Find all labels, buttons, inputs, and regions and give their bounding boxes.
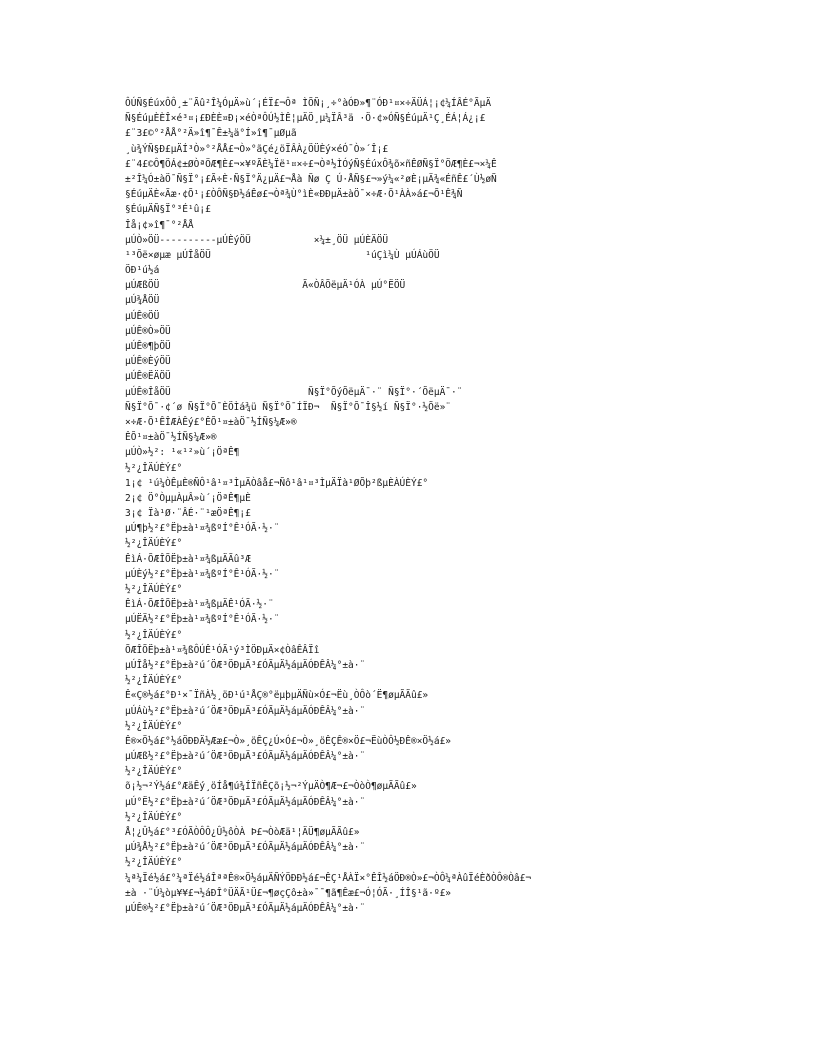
text-line: Ê®×Ö½á£°½áÖÐÐÄ½Ææ£¬Ò»¸öÊÇ¿Ú×Ó£¬Ò»¸öÊÇÊ®×Ö£¬ËùÒÔ½ÐÊ®×Ö½á£» bbox=[125, 735, 452, 747]
text-line: ¹³Õë×øµæ µÚÎåÖÜ ¹úÇì¼Ù µÚÁùÖÜ bbox=[125, 249, 440, 261]
text-line: µÚËÄ½²£°Ëþ±à¹¤¾ßºÍ°Ê¹ÓÃ·½·¨ bbox=[125, 614, 280, 626]
text-line: §ÉúµÄÑ§Ï°³É¹û¡£ bbox=[125, 204, 211, 216]
text-line: ½²¿ÎÄÚÈÝ£° bbox=[125, 629, 183, 641]
text-line: £¨4£©Ô¶ÖÁ¢±ØÒªÖÆ¶È£¬×¥ºÃÈ¼Ïë¹¤×÷£¬Òª½ÌÓýÑ§ÉúxÔ¾õ×ñÊØÑ§Ï°ÖÆ¶È£¬×¼Ê bbox=[125, 158, 497, 170]
text-line: ½²¿ÎÄÚÈÝ£° bbox=[125, 538, 183, 550]
text-line: µÚ¾ÅÖÜ bbox=[125, 295, 160, 307]
text-line: ÔÚÑ§ÉúxÔÔ¸±¨Ãû²Î¼ÓµÄ»ù´¡ÉÏ£¬Ôª ÌÕÑ¡¸÷°àÓÐ»¶¨ÓÐ¹¤×÷ÄÜÁ¦¡¢¼ÍÂÉ°ÃµÄ bbox=[125, 98, 492, 109]
text-line: µÚÆßÖÜ Ã«ÒÂÕëµÄ¹ÓÀ µÚ°ËÖÜ bbox=[125, 280, 406, 292]
text-line: ½²¿ÎÄÚÈÝ£° bbox=[125, 584, 183, 595]
text-line: ÊìÁ·ÕÆÎÕËþ±à¹¤¾ßµÄÊ¹ÓÃ·½·¨ bbox=[125, 599, 274, 611]
text-line: µÚÒ»ÖÜ----------µÚÈýÖÜ ×¼±¸ÖÜ µÚÈÄÖÜ bbox=[125, 234, 389, 246]
text-line: ½²¿ÎÄÚÈÝ£° bbox=[125, 811, 183, 823]
text-line: ±²Î¼Ó±àÖ¯Ñ§Ï°¡£Ã÷È·Ñ§Ï°Ä¿µÄ£¬Åà Ñø Ç Ú·ÅÑ§£¬»ý¼«²øÈ¡µÄ¾«ÉñÊ£´Ù½øÑ bbox=[125, 173, 497, 185]
text-line: ¸ù¾ÝÑ§Ð£µÄÍ³Ò»°²ÅÅ£¬Ò»°ãÇé¿öÏÂÀ¿ÖÜÈý×éÓ¯Ò»´Î¡£ bbox=[125, 143, 389, 155]
text-line: ½²¿ÎÄÚÈÝ£° bbox=[125, 462, 183, 474]
text-line: ½²¿ÎÄÚÈÝ£° bbox=[125, 675, 183, 687]
text-line: ½²¿ÎÄÚÈÝ£° bbox=[125, 766, 183, 778]
text-line: µÚÎå½²£°Ëþ±à²ú´ÖÆ³ÖÐµÄ³£ÓÃµÄ½áµÄÓÐÊÂ¼°±à·¨ bbox=[125, 659, 366, 671]
text-line: µÚ¶þ½²£°Ëþ±à¹¤¾ßºÍ°Ê¹ÓÃ·½·¨ bbox=[125, 523, 280, 535]
text-line: µÚÊ®ÈýÖÜ bbox=[125, 356, 171, 368]
text-line: µÚÊ®¶þÖÜ bbox=[125, 341, 171, 352]
text-line: ÊÕ¹¤±àÖ¯½ÍÑ§¼Æ»® bbox=[125, 432, 217, 444]
text-line: ¼ª¼Ïé½á£°¼ªÏé½áÎªªÊ®×Ö½áµÄÑÝÖÐÐ½á£¬ÊÇ¹ÅÀÏ×°ÊÎ½áÖÐ®Ò»£¬ÒÔ¼ªÀûÏéÈðÒÔ®Òâ£¬ bbox=[125, 872, 532, 884]
text-line: µÚÈý½²£°Ëþ±à¹¤¾ßºÍ°Ê¹ÓÃ·½·¨ bbox=[125, 568, 280, 580]
text-line: ÖÐ¹ú½á bbox=[125, 265, 160, 277]
text-line: Ñ§ÉúµÈÈÎ×é³¤¡£ÐÈÈ¤Ð¡×éÒªÔÚ½ÌÊ¦µÄÖ¸µ¼ÏÂ³ä ·Ö·¢»ÓÑ§ÉúµÄ¹Ç¸ÉÁ¦Á¿¡£ bbox=[125, 113, 486, 125]
text-line: µÚÆß½²£°Ëþ±à²ú´ÖÆ³ÖÐµÄ³£ÓÃµÄ½áµÄÓÐÊÂ¼°±à·¨ bbox=[125, 751, 366, 763]
text-line: Å¦¿Û½á£°³£ÓÃÒÔÔ¿Û½ôÒÀ Þ£¬ÒòÆä¹¦ÄÜ¶øµÃÃû£» bbox=[125, 827, 360, 838]
text-line: 2¡¢ Ö°ÒµµÀµÂ»ù´¡ÖªÊ¶µÈ bbox=[125, 492, 251, 504]
document-body bbox=[125, 96, 685, 916]
text-line: ±à ·¨Ú¼òµ¥¥£¬½áÐÎ°ÜÄÃ¹Ü£¬¶øçÇô±à»¯¯¶ã¶Êæ£¬Ó¦ÓÃ·¸ÍÎ§¹ã·º£» bbox=[125, 887, 452, 899]
text-line: õ¡½¬²Ý½á£°ÆäÊý¸öÍå¶ú¾ÍÏñÊÇõ¡½¬²ÝµÄÒ¶Æ¬£¬ÒòÒ¶øµÃÃû£» bbox=[125, 781, 417, 793]
text-line: Ê«Ç®½á£°Ð¹×¯ÏñÀ½¸öÐ¹ú¹ÅÇ®°ëµþµÄÑù×Ó£¬Ëù¸ÒÔò´Ë¶øµÃÃû£» bbox=[125, 690, 429, 702]
text-line: 3¡¢ Ïà¹Ø·¨ÂÉ·¨¹æÖªÊ¶¡£ bbox=[125, 508, 251, 520]
text-line: 1¡¢ ¹ú¼ÒÊµÈ®ÑÔ¹â¹¤³ÌµÄÒâå£¬Ñô¹â¹¤³ÌµÄÏà¹ØÕþ²ßµÈÀÚÈÝ£° bbox=[125, 477, 429, 489]
text-line: ÊìÁ·ÕÆÎÕËþ±à¹¤¾ßµÄÃû³Æ bbox=[125, 553, 251, 565]
text-line: ÕÆÎÕËþ±à¹¤¾ßÔÚÊ¹ÓÃ¹ý³ÌÖÐµÄ×¢ÒâÊÂÏî bbox=[125, 644, 320, 656]
text-line: Îå¡¢»î¶¯°²ÅÅ bbox=[125, 219, 194, 231]
text-line: µÚÊ®ÎåÖÜ Ñ§Ï°ÕýÕëµÄ¯·¨ Ñ§Ï°·´ÕëµÄ¯·¨ bbox=[125, 386, 463, 398]
text-line: Ñ§Ï°Õ¯·¢´ø Ñ§Ï°Õ¯ÈÖÌá¾ü Ñ§Ï°Õ¯ÍÏÐ¬ Ñ§Ï°Õ¯Î§½í Ñ§Ï°·½Õë»¨ bbox=[125, 401, 452, 413]
text-line: §ÉúµÄÈ«Ãæ·¢Õ¹¡£ÒÔÑ§Ð½áÊø£¬Òª¾Ù°ìÈ«ÐÐµÄ±àÖ¯×÷Æ·Õ¹ÀÀ»á£¬Õ¹Ê¾Ñ bbox=[125, 189, 463, 201]
text-line: µÚÒ»½²: ¹«¹²»ù´¡ÖªÊ¶ bbox=[125, 447, 240, 459]
text-line: µÚÊ®ÖÜ bbox=[125, 310, 160, 322]
text-line: µÚÁù½²£°Ëþ±à²ú´ÖÆ³ÖÐµÄ³£ÓÃµÄ½áµÄÓÐÊÂ¼°±à·¨ bbox=[125, 705, 366, 717]
text-line: µÚ°Ë½²£°Ëþ±à²ú´ÖÆ³ÖÐµÄ³£ÓÃµÄ½áµÄÓÐÊÂ¼°±à·¨ bbox=[125, 796, 366, 808]
text-line: µÚÊ®Ò»ÖÜ bbox=[125, 325, 171, 337]
text-line: ½²¿ÎÄÚÈÝ£° bbox=[125, 720, 183, 732]
text-line: µÚÊ®½²£°Ëþ±à²ú´ÖÆ³ÖÐµÄ³£ÓÃµÄ½áµÄÓÐÊÂ¼°±à·¨ bbox=[125, 902, 366, 914]
text-line: µÚÊ®ËÄÖÜ bbox=[125, 371, 171, 383]
text-line: £¨3£©°²ÅÅ°²Ä»î¶¯Ê±¼ä°Í»î¶¯µØµã bbox=[125, 128, 297, 140]
text-line: µÚ¾Å½²£°Ëþ±à²ú´ÖÆ³ÖÐµÄ³£ÓÃµÄ½áµÄÓÐÊÂ¼°±à·¨ bbox=[125, 842, 366, 854]
text-line: ×÷Æ·Õ¹ÊÎÆÀÊý£°ÊÕ¹¤±àÖ¯½ÍÑ§¼Æ»® bbox=[125, 416, 297, 428]
text-line: ½²¿ÎÄÚÈÝ£° bbox=[125, 857, 183, 869]
